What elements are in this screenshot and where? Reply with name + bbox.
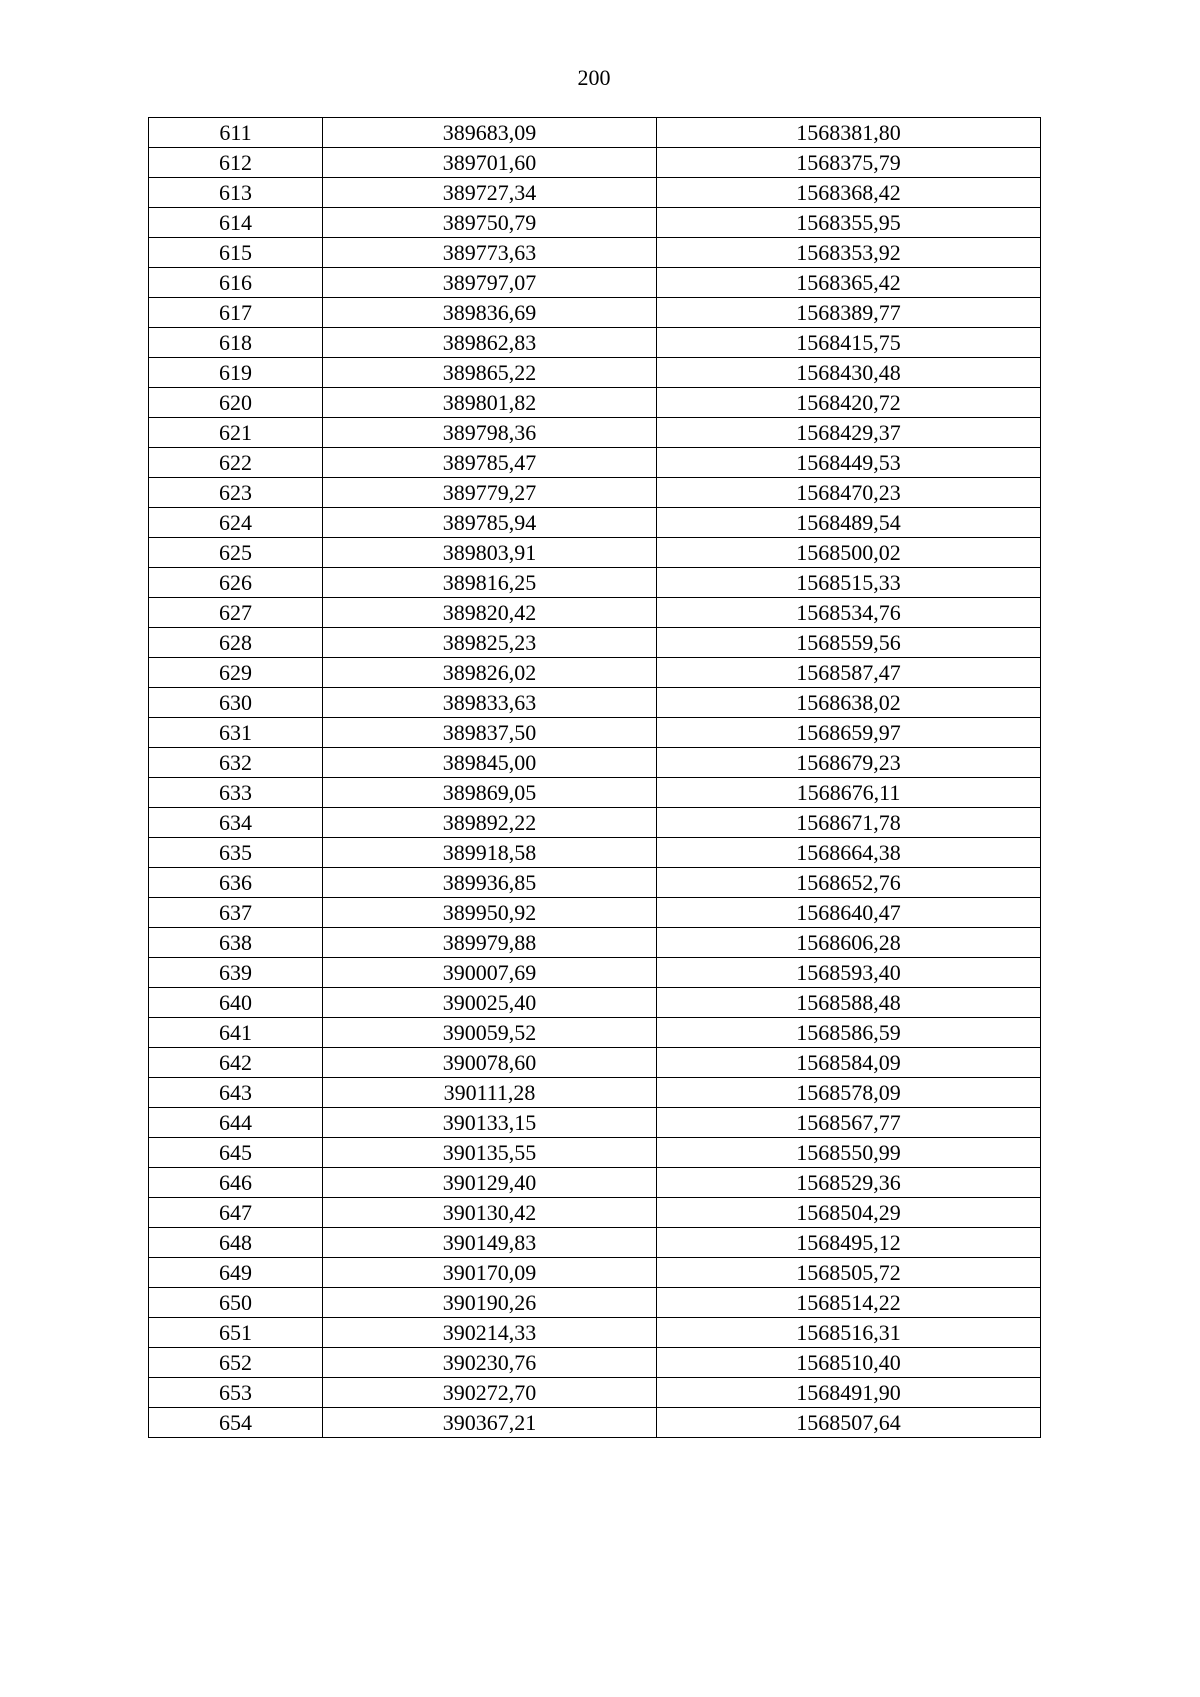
cell-y-coordinate: 1568659,97 [657,718,1041,748]
cell-y-coordinate: 1568430,48 [657,358,1041,388]
table-row [149,508,1041,538]
cell-point-number: 624 [149,508,323,538]
cell-point-number: 645 [149,1138,323,1168]
cell-x-coordinate: 389701,60 [323,148,657,178]
cell-point-number: 650 [149,1288,323,1318]
cell-point-number: 627 [149,598,323,628]
cell-point-number: 648 [149,1228,323,1258]
cell-point-number: 618 [149,328,323,358]
table-row [149,748,1041,778]
cell-x-coordinate: 390130,42 [323,1198,657,1228]
table-row [149,358,1041,388]
cell-y-coordinate: 1568516,31 [657,1318,1041,1348]
cell-x-coordinate: 389797,07 [323,268,657,298]
cell-y-coordinate: 1568679,23 [657,748,1041,778]
cell-y-coordinate: 1568534,76 [657,598,1041,628]
cell-point-number: 616 [149,268,323,298]
cell-x-coordinate: 390133,15 [323,1108,657,1138]
table-row [149,928,1041,958]
cell-x-coordinate: 390149,83 [323,1228,657,1258]
cell-x-coordinate: 390059,52 [323,1018,657,1048]
table-row [149,238,1041,268]
cell-y-coordinate: 1568449,53 [657,448,1041,478]
cell-point-number: 649 [149,1258,323,1288]
cell-point-number: 630 [149,688,323,718]
cell-point-number: 625 [149,538,323,568]
cell-y-coordinate: 1568559,56 [657,628,1041,658]
cell-x-coordinate: 389727,34 [323,178,657,208]
cell-x-coordinate: 390129,40 [323,1168,657,1198]
table-row [149,1168,1041,1198]
cell-y-coordinate: 1568381,80 [657,118,1041,148]
table-row [149,1348,1041,1378]
cell-x-coordinate: 390367,21 [323,1408,657,1438]
cell-y-coordinate: 1568368,42 [657,178,1041,208]
cell-y-coordinate: 1568515,33 [657,568,1041,598]
cell-y-coordinate: 1568365,42 [657,268,1041,298]
cell-y-coordinate: 1568420,72 [657,388,1041,418]
cell-point-number: 617 [149,298,323,328]
cell-x-coordinate: 389950,92 [323,898,657,928]
cell-x-coordinate: 389803,91 [323,538,657,568]
cell-y-coordinate: 1568429,37 [657,418,1041,448]
cell-point-number: 613 [149,178,323,208]
cell-x-coordinate: 390111,28 [323,1078,657,1108]
cell-point-number: 615 [149,238,323,268]
cell-y-coordinate: 1568353,92 [657,238,1041,268]
cell-x-coordinate: 389825,23 [323,628,657,658]
cell-x-coordinate: 390025,40 [323,988,657,1018]
cell-point-number: 642 [149,1048,323,1078]
cell-point-number: 623 [149,478,323,508]
table-row [149,328,1041,358]
cell-y-coordinate: 1568652,76 [657,868,1041,898]
table-row [149,1288,1041,1318]
cell-point-number: 643 [149,1078,323,1108]
cell-point-number: 640 [149,988,323,1018]
cell-x-coordinate: 389816,25 [323,568,657,598]
cell-y-coordinate: 1568504,29 [657,1198,1041,1228]
cell-x-coordinate: 389798,36 [323,418,657,448]
table-row [149,118,1041,148]
cell-point-number: 620 [149,388,323,418]
cell-x-coordinate: 389918,58 [323,838,657,868]
coordinates-table-body [149,118,1041,1438]
cell-x-coordinate: 390007,69 [323,958,657,988]
table-row [149,388,1041,418]
cell-point-number: 626 [149,568,323,598]
cell-y-coordinate: 1568567,77 [657,1108,1041,1138]
cell-y-coordinate: 1568640,47 [657,898,1041,928]
table-row [149,1378,1041,1408]
cell-point-number: 612 [149,148,323,178]
table-row [149,628,1041,658]
cell-x-coordinate: 390214,33 [323,1318,657,1348]
table-row [149,1228,1041,1258]
cell-y-coordinate: 1568514,22 [657,1288,1041,1318]
table-row [149,868,1041,898]
cell-x-coordinate: 389862,83 [323,328,657,358]
cell-point-number: 632 [149,748,323,778]
cell-point-number: 637 [149,898,323,928]
table-row [149,1048,1041,1078]
cell-point-number: 641 [149,1018,323,1048]
cell-y-coordinate: 1568586,59 [657,1018,1041,1048]
coordinates-table [148,117,1041,1438]
cell-point-number: 621 [149,418,323,448]
cell-y-coordinate: 1568415,75 [657,328,1041,358]
cell-y-coordinate: 1568491,90 [657,1378,1041,1408]
table-row [149,1108,1041,1138]
cell-x-coordinate: 389801,82 [323,388,657,418]
cell-point-number: 628 [149,628,323,658]
cell-x-coordinate: 389779,27 [323,478,657,508]
cell-point-number: 614 [149,208,323,238]
cell-point-number: 652 [149,1348,323,1378]
table-row [149,1138,1041,1168]
cell-x-coordinate: 390135,55 [323,1138,657,1168]
table-row [149,688,1041,718]
cell-point-number: 629 [149,658,323,688]
table-row [149,958,1041,988]
cell-point-number: 619 [149,358,323,388]
table-row [149,1078,1041,1108]
cell-y-coordinate: 1568588,48 [657,988,1041,1018]
cell-x-coordinate: 389785,47 [323,448,657,478]
cell-point-number: 653 [149,1378,323,1408]
cell-y-coordinate: 1568664,38 [657,838,1041,868]
cell-x-coordinate: 390190,26 [323,1288,657,1318]
cell-x-coordinate: 389773,63 [323,238,657,268]
cell-y-coordinate: 1568489,54 [657,508,1041,538]
cell-x-coordinate: 389826,02 [323,658,657,688]
cell-y-coordinate: 1568505,72 [657,1258,1041,1288]
table-row [149,778,1041,808]
cell-point-number: 639 [149,958,323,988]
cell-point-number: 651 [149,1318,323,1348]
cell-x-coordinate: 389750,79 [323,208,657,238]
table-row [149,538,1041,568]
cell-y-coordinate: 1568606,28 [657,928,1041,958]
cell-y-coordinate: 1568578,09 [657,1078,1041,1108]
cell-point-number: 631 [149,718,323,748]
cell-y-coordinate: 1568507,64 [657,1408,1041,1438]
table-row [149,478,1041,508]
cell-y-coordinate: 1568638,02 [657,688,1041,718]
table-row [149,1018,1041,1048]
table-row [149,598,1041,628]
cell-point-number: 622 [149,448,323,478]
cell-y-coordinate: 1568355,95 [657,208,1041,238]
table-row [149,718,1041,748]
table-row [149,418,1041,448]
cell-y-coordinate: 1568593,40 [657,958,1041,988]
cell-point-number: 644 [149,1108,323,1138]
cell-x-coordinate: 389836,69 [323,298,657,328]
cell-y-coordinate: 1568587,47 [657,658,1041,688]
table-row [149,838,1041,868]
cell-point-number: 634 [149,808,323,838]
cell-x-coordinate: 389833,63 [323,688,657,718]
table-row [149,1408,1041,1438]
table-row [149,898,1041,928]
cell-y-coordinate: 1568550,99 [657,1138,1041,1168]
table-row [149,1198,1041,1228]
cell-y-coordinate: 1568676,11 [657,778,1041,808]
table-row [149,1318,1041,1348]
table-row [149,658,1041,688]
table-row [149,568,1041,598]
cell-y-coordinate: 1568470,23 [657,478,1041,508]
cell-x-coordinate: 390230,76 [323,1348,657,1378]
cell-x-coordinate: 389936,85 [323,868,657,898]
cell-x-coordinate: 389892,22 [323,808,657,838]
cell-x-coordinate: 389979,88 [323,928,657,958]
cell-y-coordinate: 1568510,40 [657,1348,1041,1378]
table-row [149,298,1041,328]
cell-y-coordinate: 1568529,36 [657,1168,1041,1198]
cell-point-number: 647 [149,1198,323,1228]
table-row [149,268,1041,298]
table-row [149,148,1041,178]
cell-x-coordinate: 390272,70 [323,1378,657,1408]
cell-x-coordinate: 390078,60 [323,1048,657,1078]
page-number: 200 [577,65,611,90]
cell-x-coordinate: 389845,00 [323,748,657,778]
cell-point-number: 633 [149,778,323,808]
table-row [149,448,1041,478]
cell-y-coordinate: 1568671,78 [657,808,1041,838]
cell-x-coordinate: 390170,09 [323,1258,657,1288]
table-row [149,208,1041,238]
cell-x-coordinate: 389865,22 [323,358,657,388]
table-row [149,178,1041,208]
cell-y-coordinate: 1568584,09 [657,1048,1041,1078]
cell-x-coordinate: 389785,94 [323,508,657,538]
cell-point-number: 646 [149,1168,323,1198]
table-row [149,808,1041,838]
cell-y-coordinate: 1568500,02 [657,538,1041,568]
cell-x-coordinate: 389869,05 [323,778,657,808]
cell-x-coordinate: 389683,09 [323,118,657,148]
table-row [149,1258,1041,1288]
cell-y-coordinate: 1568375,79 [657,148,1041,178]
cell-point-number: 638 [149,928,323,958]
cell-y-coordinate: 1568389,77 [657,298,1041,328]
cell-point-number: 654 [149,1408,323,1438]
table-row [149,988,1041,1018]
cell-x-coordinate: 389837,50 [323,718,657,748]
cell-y-coordinate: 1568495,12 [657,1228,1041,1258]
cell-point-number: 635 [149,838,323,868]
cell-x-coordinate: 389820,42 [323,598,657,628]
cell-point-number: 611 [149,118,323,148]
cell-point-number: 636 [149,868,323,898]
